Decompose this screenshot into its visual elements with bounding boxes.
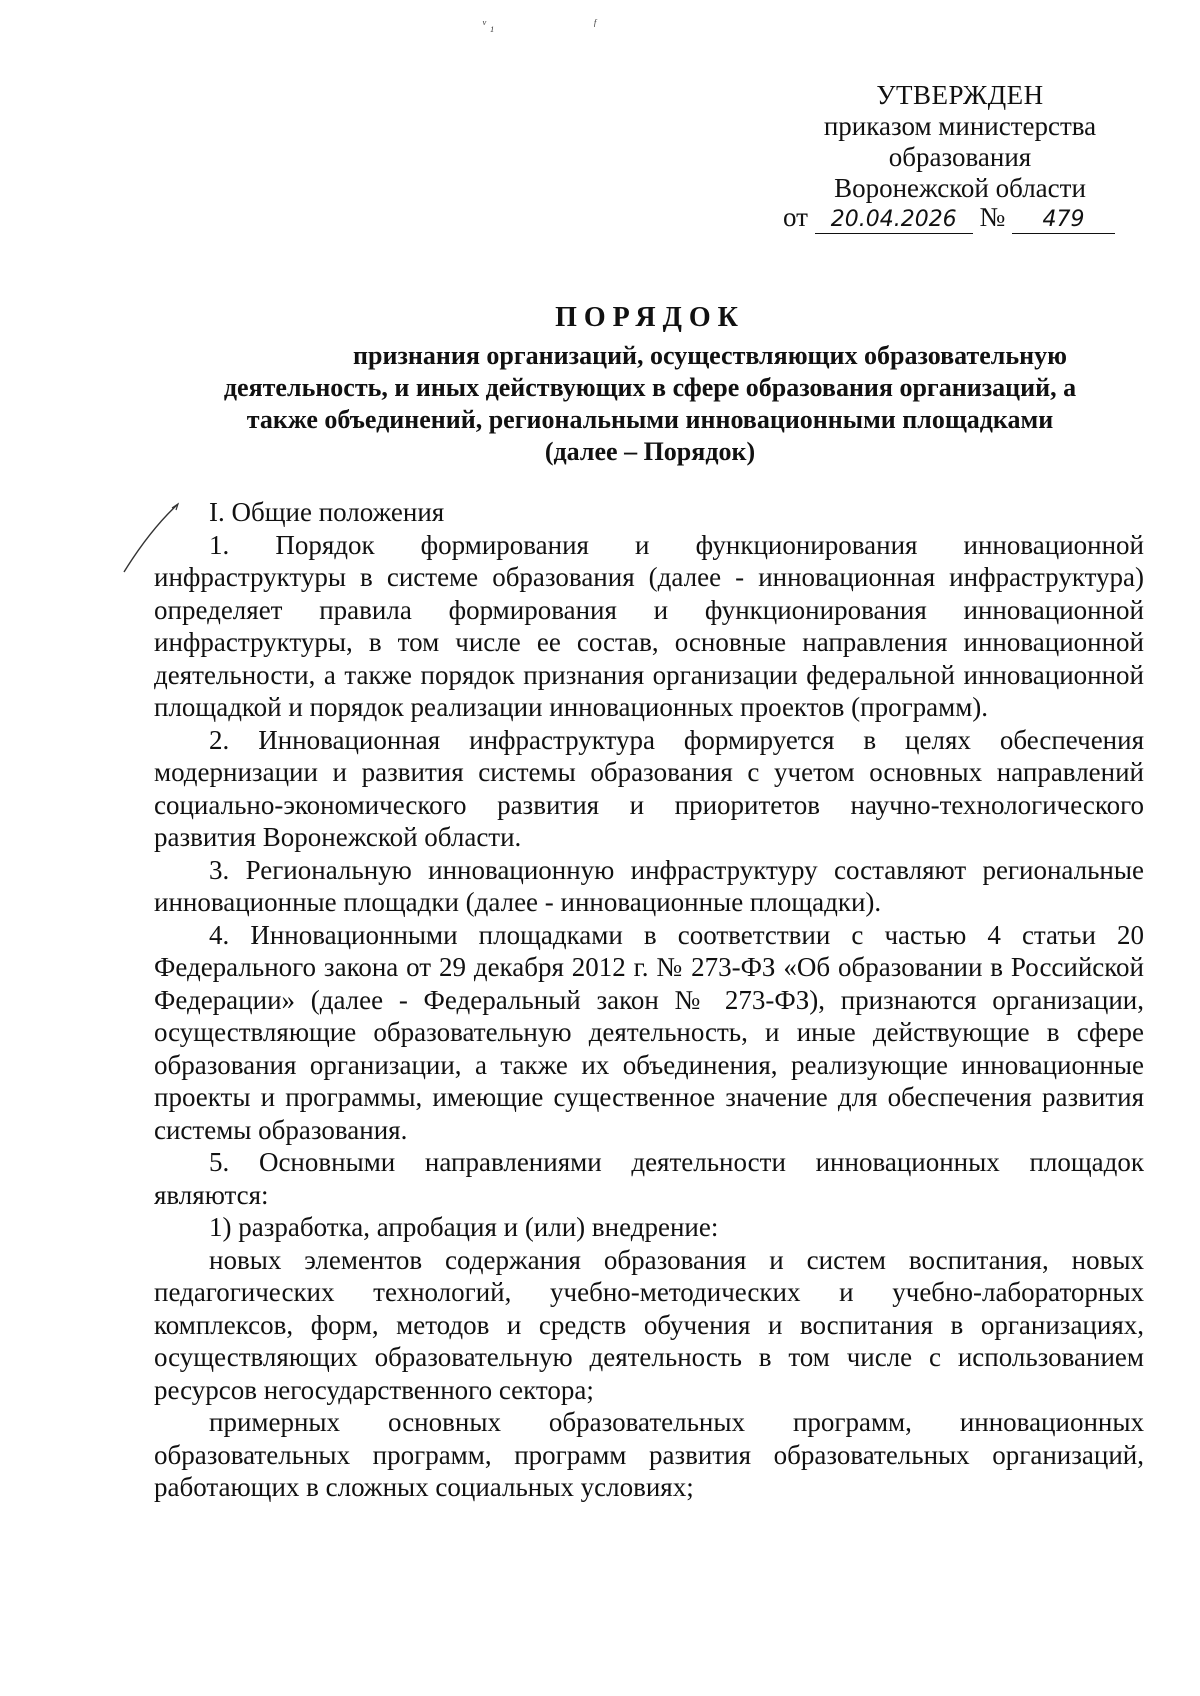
approved-label: УТВЕРЖДЕН — [876, 80, 1044, 110]
document-body — [154, 496, 1144, 1504]
approval-block — [770, 80, 1150, 204]
number-label: № — [979, 202, 1006, 232]
stray-mark: ᵛ ₁ — [482, 18, 495, 33]
from-label: от — [783, 202, 808, 232]
approval-line: Воронежской области — [834, 173, 1086, 203]
paragraph-5: 5. Основными направлениями деятельности инновационных площадок являются: — [154, 1147, 1144, 1210]
approval-line: образования — [888, 142, 1032, 172]
document-title: ПОРЯДОК — [555, 302, 745, 333]
paragraph-5-1-b: примерных основных образовательных программ, инновационных образовательных программ, программ развития образовательных организаций, работающих в сложных социальных условиях; — [154, 1407, 1144, 1502]
paragraph-1: 1. Порядок формирования и функционирования инновационной инфраструктуры в системе образования (далее - инновационная инфраструктура) определяет правила формирования и функционирования инновационной инфраструктуры, в том числе ее состав, основные направления инновационной деятельности, а также порядок признания организации федеральной инновационной площадкой и порядок реализации инновационных проектов (программ). — [154, 529, 1144, 722]
order-date-number-line — [783, 202, 1115, 234]
paragraph-5-1: 1) разработка, апробация и (или) внедрение: — [209, 1212, 719, 1242]
document-subtitle — [150, 340, 1150, 468]
approval-line: приказом министерства — [823, 111, 1097, 141]
paragraph-5-1-a: новых элементов содержания образования и систем воспитания, новых педагогических технологий, учебно-методических и учебно-лабораторных комплексов, форм, методов и средств обучения и воспитания в организациях, осуществляющих образовательную деятельность в том числе с использованием ресурсов негосударственного сектора; — [154, 1244, 1144, 1405]
handwritten-date: 20.04.2026 — [815, 207, 973, 234]
subtitle-line: также объединений, региональными инновационными площадками — [246, 405, 1054, 434]
subtitle-line: деятельность, и иных действующих в сфере образования организаций, а — [223, 373, 1077, 402]
subtitle-line: (далее – Порядок) — [544, 437, 756, 466]
handwritten-number: 479 — [1012, 207, 1115, 234]
paragraph-3: 3. Региональную инновационную инфраструктуру составляют региональные инновационные площадки (далее - инновационные площадки). — [154, 854, 1144, 917]
section-heading: I. Общие положения — [209, 497, 445, 527]
paragraph-4: 4. Инновационными площадками в соответствии с частью 4 статьи 20 Федерального закона от 29 декабря 2012 г. № 273-ФЗ «Об образовании в Российской Федерации» (далее - Федеральный закон № 273-ФЗ), признаются организации, осуществляющие образовательную деятельность, и иные действующие в сфере образования организации, а также их объединения, реализующие инновационные проекты и программы, имеющие существенное значение для обеспечения развития системы образования. — [154, 919, 1144, 1145]
subtitle-line: признания организаций, осуществляющих образовательную — [353, 341, 1067, 370]
stray-mark: ᶠ — [593, 18, 596, 33]
paragraph-2: 2. Инновационная инфраструктура формируется в целях обеспечения модернизации и развития системы образования с учетом основных направлений социально-экономического развития и приоритетов научно-технологического развития Воронежской области. — [154, 724, 1144, 852]
